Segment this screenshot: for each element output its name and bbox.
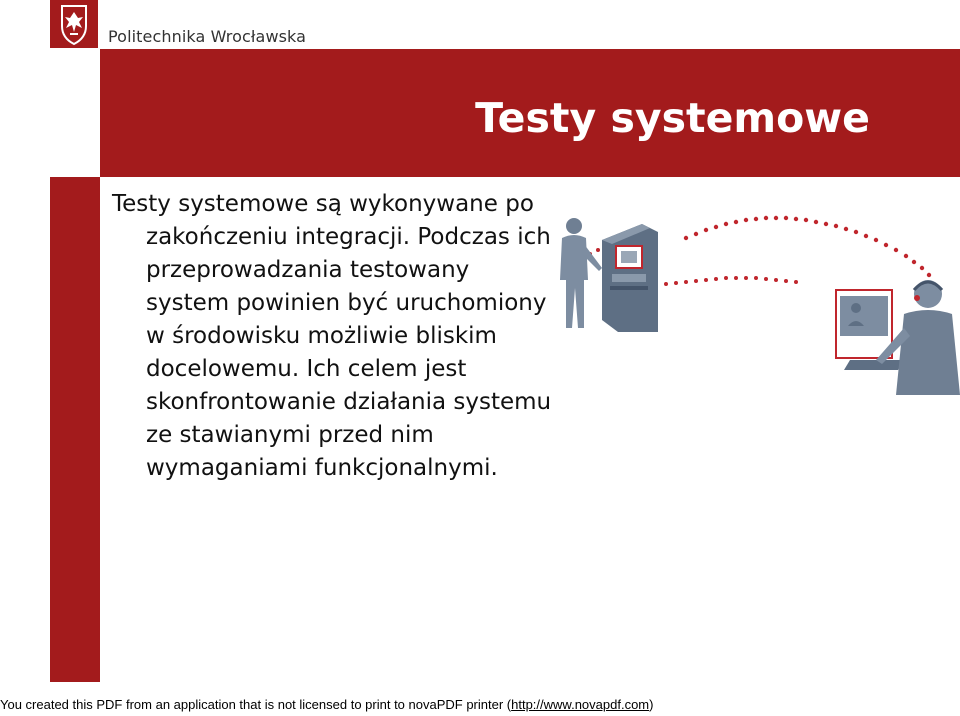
atm-kiosk bbox=[602, 224, 658, 332]
eagle-shield-icon bbox=[50, 0, 98, 48]
notice-suffix: ) bbox=[649, 697, 654, 712]
notice-prefix: You created this PDF from an application that is not licensed to print to novaPDF printer ( bbox=[0, 697, 512, 712]
slide-title: Testy systemowe bbox=[475, 94, 870, 142]
novapdf-link[interactable]: http://www.novapdf.com bbox=[511, 697, 650, 712]
customer-figure bbox=[560, 218, 602, 328]
university-name: Politechnika Wrocławska bbox=[108, 27, 307, 46]
atm-video-support-illustration bbox=[546, 210, 960, 395]
pdf-license-notice bbox=[0, 697, 960, 712]
desk-laptop bbox=[836, 290, 904, 370]
dotted-line-mid bbox=[664, 276, 798, 286]
dotted-arc-top bbox=[684, 216, 931, 277]
university-logo bbox=[50, 0, 98, 48]
side-band bbox=[50, 177, 100, 682]
slide-body-text: Testy systemowe są wykonywane po zakończeniu integracji. Podczas ich przeprowadzania testowany system powinien być uruchomiony w środowisku możliwie bliskim docelowemu. Ich celem jest skonfrontowanie działania systemu ze stawianymi przed nim wymaganiami funkcjonalnymi. bbox=[112, 191, 552, 481]
title-band bbox=[100, 49, 960, 177]
